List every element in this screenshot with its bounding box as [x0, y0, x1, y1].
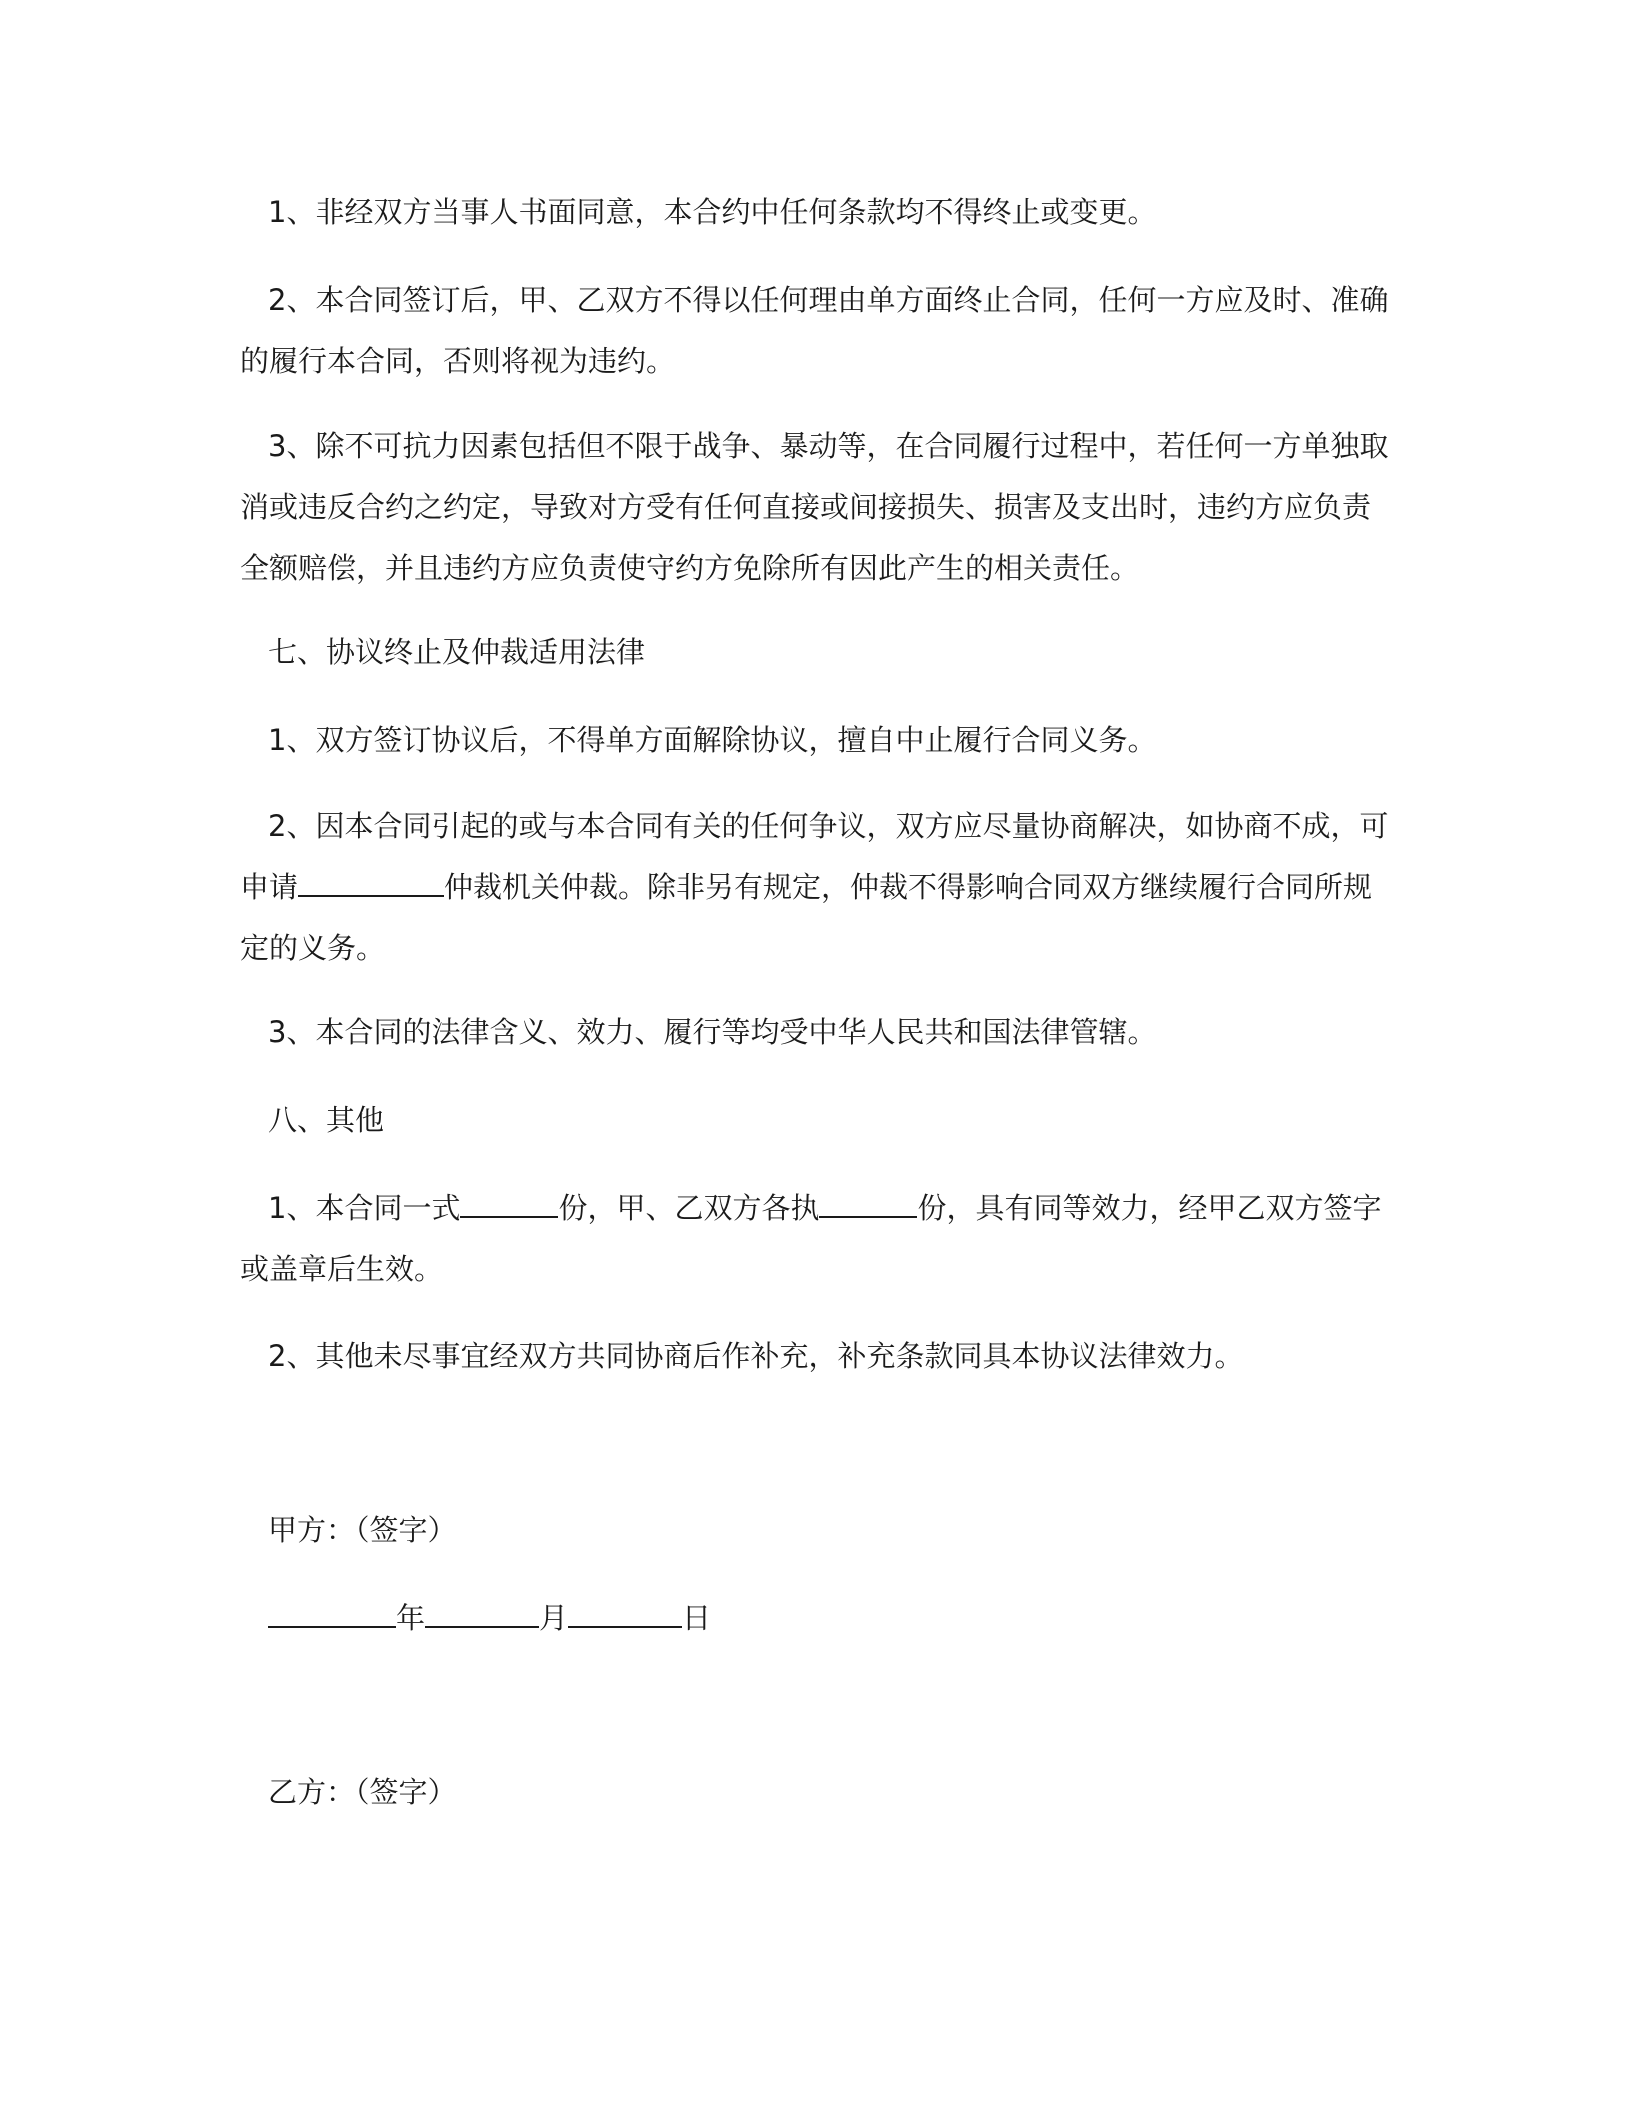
- clause-8-2: 2、其他未尽事宜经双方共同协商后作补充，补充条款同具本协议法律效力。: [268, 1339, 1244, 1373]
- day-blank: [568, 1602, 682, 1628]
- day-label: 日: [682, 1601, 712, 1635]
- clause-6-3: 3、除不可抗力因素包括但不限于战争、暴动等，在合同履行过程中，若任何一方单独取消或违反合约之约定，导致对方受有任何直接或间接损失、损害及支出时，违约方应负责全额赔偿，并且违约方应负责使守约方免除所有因此产生的相关责任。: [240, 429, 1389, 585]
- section-7-title: 七、协议终止及仲裁适用法律: [268, 635, 646, 669]
- section-8-title: 八、其他: [268, 1103, 385, 1137]
- party-b-signature: 乙方：（签字）: [268, 1775, 457, 1809]
- copies-total-blank: [460, 1192, 558, 1218]
- clause-8-1-text-c: 份，具有同等效力，经甲乙双方签字或盖章后生效。: [240, 1191, 1382, 1286]
- clause-8-1-text-b: 份，甲、乙双方各执: [558, 1191, 820, 1225]
- month-label: 月: [539, 1601, 569, 1635]
- month-blank: [425, 1602, 539, 1628]
- clause-7-3: 3、本合同的法律含义、效力、履行等均受中华人民共和国法律管辖。: [268, 1015, 1157, 1049]
- clause-6-2: 2、本合同签订后，甲、乙双方不得以任何理由单方面终止合同，任何一方应及时、准确的履行本合同，否则将视为违约。: [240, 283, 1389, 378]
- arbitration-blank: [298, 871, 444, 897]
- year-blank: [268, 1602, 396, 1628]
- clause-8-1: [240, 1178, 1390, 1300]
- date-line: [268, 1598, 711, 1638]
- year-label: 年: [396, 1601, 426, 1635]
- party-a-signature: 甲方：（签字）: [268, 1513, 457, 1547]
- clause-7-2: [240, 796, 1390, 979]
- clause-7-2-text-after: 仲裁机关仲裁。除非另有规定，仲裁不得影响合同双方继续履行合同所规定的义务。: [240, 870, 1373, 965]
- clause-8-1-text-a: 1、本合同一式: [268, 1191, 461, 1225]
- clause-7-2-text-before: 2、因本合同引起的或与本合同有关的任何争议，双方应尽量协商解决，如协商不成，可申请: [240, 809, 1389, 904]
- clause-6-1: 1、非经双方当事人书面同意，本合约中任何条款均不得终止或变更。: [268, 195, 1157, 229]
- clause-7-1: 1、双方签订协议后，不得单方面解除协议，擅自中止履行合同义务。: [268, 723, 1157, 757]
- copies-each-blank: [819, 1192, 917, 1218]
